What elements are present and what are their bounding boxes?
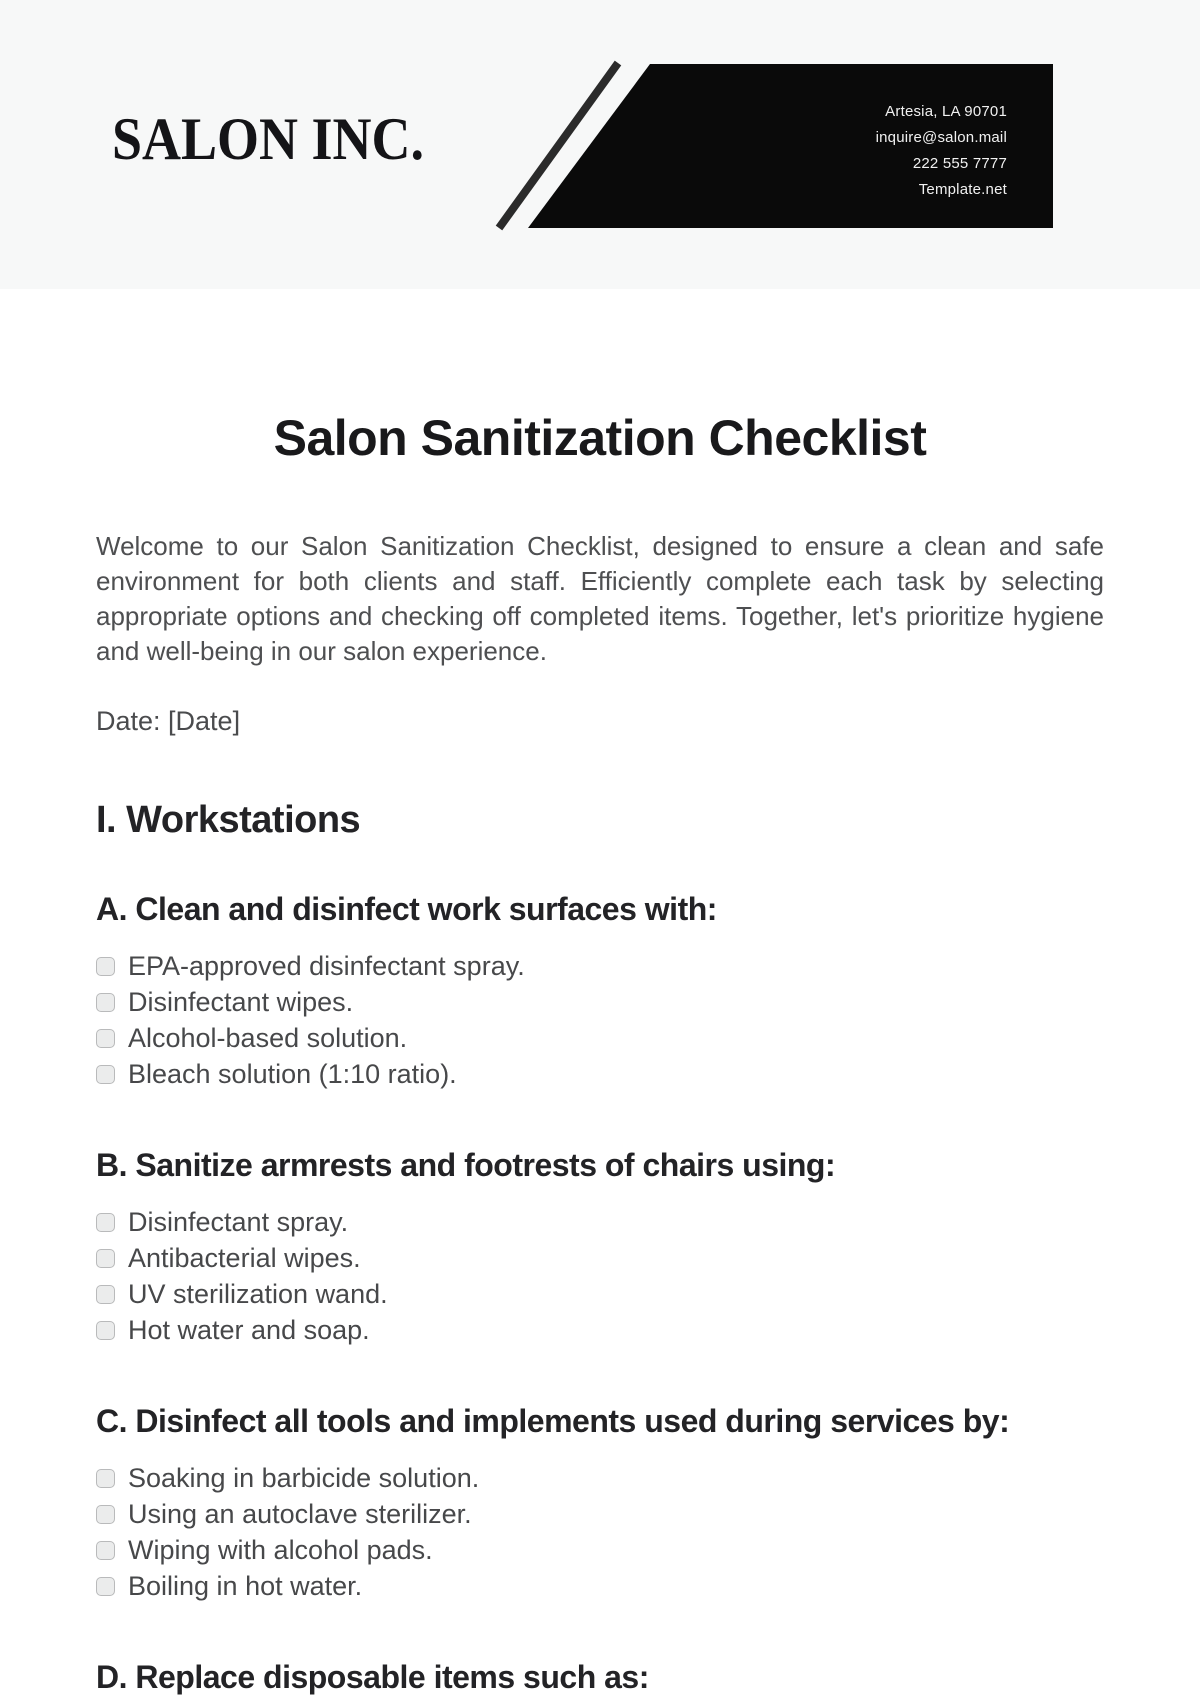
checkbox[interactable] (96, 993, 115, 1012)
checklist-item-label: UV sterilization wand. (128, 1278, 388, 1309)
checkbox[interactable] (96, 1029, 115, 1048)
contact-address: Artesia, LA 90701 (885, 103, 1007, 120)
checklist-item (96, 1204, 1104, 1240)
contact-website: Template.net (918, 181, 1007, 198)
contact-phone: 222 555 7777 (912, 155, 1007, 172)
letterhead (0, 0, 1200, 289)
checklist (96, 948, 1104, 1092)
checklist-item (96, 1460, 1104, 1496)
contact-email: inquire@salon.mail (875, 129, 1007, 146)
checkbox[interactable] (96, 1249, 115, 1268)
checkbox[interactable] (96, 1213, 115, 1232)
checklist (96, 1460, 1104, 1604)
subsection-heading: A. Clean and disinfect work surfaces with: (96, 891, 717, 927)
checkbox[interactable] (96, 1065, 115, 1084)
checklist-subsection (96, 889, 1104, 1092)
checklist (96, 1204, 1104, 1348)
checklist-item (96, 1496, 1104, 1532)
checklist-item-label: Hot water and soap. (128, 1314, 370, 1345)
subsection-heading: B. Sanitize armrests and footrests of chairs using: (96, 1147, 836, 1183)
checklist-item-label: Disinfectant spray. (128, 1206, 349, 1237)
checkbox[interactable] (96, 957, 115, 976)
checklist-item-label: Using an autoclave sterilizer. (128, 1498, 472, 1529)
subsections-container (96, 889, 1104, 1697)
sections-container (96, 797, 1104, 1697)
checkbox[interactable] (96, 1321, 115, 1340)
checkbox[interactable] (96, 1505, 115, 1524)
checkbox[interactable] (96, 1541, 115, 1560)
date-line: Date: [Date] (96, 706, 241, 736)
checklist-item-label: Wiping with alcohol pads. (128, 1534, 433, 1565)
checklist-item (96, 984, 1104, 1020)
checklist-item-label: Soaking in barbicide solution. (128, 1462, 480, 1493)
checklist-item-label: Antibacterial wipes. (128, 1242, 361, 1273)
banner-graphic (0, 0, 1200, 290)
checklist-section (96, 797, 1104, 1697)
subsection-heading: C. Disinfect all tools and implements used during services by: (96, 1403, 1010, 1439)
checklist-item (96, 948, 1104, 984)
checklist-item-label: Boiling in hot water. (128, 1570, 363, 1601)
checklist-item (96, 1312, 1104, 1348)
checklist-item (96, 1532, 1104, 1568)
checklist-item (96, 1020, 1104, 1056)
checkbox[interactable] (96, 1577, 115, 1596)
checkbox[interactable] (96, 1469, 115, 1488)
checklist-item (96, 1276, 1104, 1312)
checklist-subsection (96, 1401, 1104, 1604)
checklist-item-label: Bleach solution (1:10 ratio). (128, 1058, 457, 1089)
checklist-item-label: EPA-approved disinfectant spray. (128, 950, 525, 981)
checklist-subsection (96, 1145, 1104, 1348)
checklist-item-label: Disinfectant wipes. (128, 986, 354, 1017)
checklist-item (96, 1568, 1104, 1604)
page-title: Salon Sanitization Checklist (273, 410, 927, 466)
company-logo: SALON INC. (112, 106, 425, 172)
subsection-heading: D. Replace disposable items such as: (96, 1659, 649, 1695)
checklist-item (96, 1056, 1104, 1092)
checklist-subsection (96, 1657, 1104, 1697)
checklist-item-label: Alcohol-based solution. (128, 1022, 408, 1053)
section-heading: I. Workstations (96, 799, 361, 841)
contact-info (876, 99, 1007, 203)
intro-paragraph: Welcome to our Salon Sanitization Checklist, designed to ensure a clean and safe environment for both clients and staff. Efficiently complete each task by selecting appropriate options and checking off completed items. Together, let's prioritize hygiene and well-being in our salon experience. (96, 531, 1104, 666)
checklist-item (96, 1240, 1104, 1276)
document-content (0, 408, 1200, 1697)
checkbox[interactable] (96, 1285, 115, 1304)
